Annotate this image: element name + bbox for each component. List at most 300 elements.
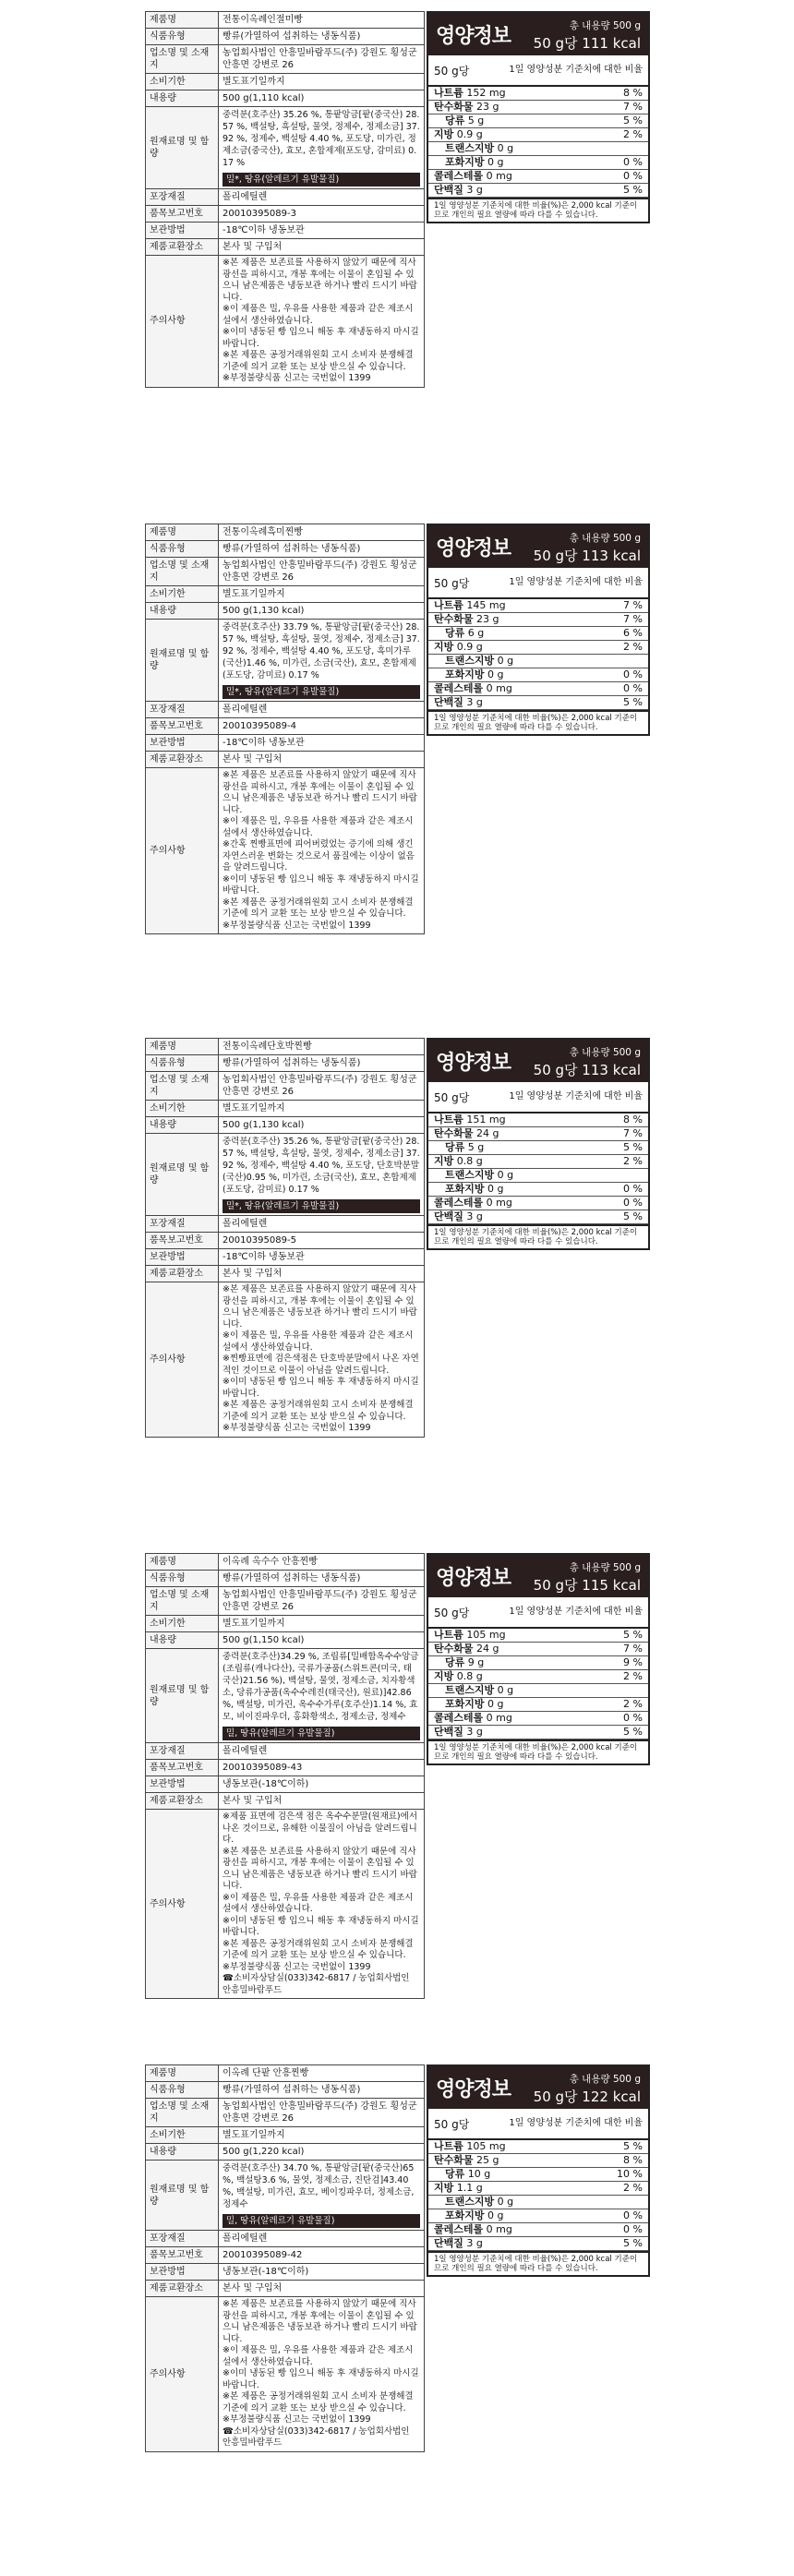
nutrition-total-content: 총 내용량 500 g — [569, 533, 641, 544]
ingredients-text: 중력분(호주산)34.29 %, 조립류[밀배합옥수수앙금(조립류(캐나다산), 국류가공품(스위트콘(미국, 태국산)21.56 %), 백설탕, 물엿, 정제소금, 치자황색소, 당류가공품(옥수수레진(태국산), 원료)]42.86 %, 백설탕, 미가린, 옥수수가루(호주산)1.14 %, 효모, 비이진파우더, 홍화황색소, 정제소금, 정제수 — [223, 1652, 419, 1722]
nutrient-name: 나트륨 — [434, 599, 463, 611]
info-value: 별도표기일까지 — [219, 1616, 425, 1632]
nutrient-amount: 23 g — [476, 613, 499, 625]
caution-text: ※본 제품은 보존료를 사용하지 않았기 때문에 직사광선을 피하시고, 개봉 후에는 이물이 혼입될 수 있으니 남은제품은 냉동보관 하거나 빨리 드시기 바랍니다. ※이 제품은 밀, 우유를 사용한 제품과 같은 제조시설에서 생산하였습니다. ※이미 냉동된 빵 입으니 해동 후 재냉동하지 마시길 바랍니다. ※본 제품은 공정거래위원회 고시 소비자 분쟁해결 기준에 의거 교환 또는 보상 받으실 수 있습니다. ※부정불량식품 신고는 국번없이 1399 ☎소비자상담실(033)342-6817 / 농업회사법인 안흥밀바람푸드 — [219, 2297, 425, 2452]
nutrient-percent: 2 % — [623, 128, 643, 140]
info-row — [146, 718, 425, 735]
info-key: 소비기한 — [146, 1101, 219, 1117]
info-row — [146, 603, 425, 620]
nutrition-rows — [428, 87, 648, 198]
nutrient-row — [428, 1656, 648, 1670]
nutrition-facts-panel — [427, 1553, 650, 1765]
nutrient-percent: 2 % — [623, 1670, 643, 1682]
nutrient-percent: 5 % — [623, 114, 643, 126]
nutrient-percent: 0 % — [623, 682, 643, 694]
nutrient-amount: 0.8 g — [456, 1670, 483, 1682]
info-value: 본사 및 구입처 — [219, 1266, 425, 1282]
nutrition-header — [428, 13, 648, 55]
info-row — [146, 2144, 425, 2161]
nutrition-title: 영양정보 — [436, 25, 511, 48]
nutrient-percent: 7 % — [623, 599, 643, 611]
nutrition-basis: 50 g당 — [434, 1090, 470, 1104]
caution-row — [146, 2297, 425, 2452]
nutrient-amount: 3 g — [466, 696, 483, 708]
nutrient-name-amount — [434, 1210, 483, 1223]
info-row — [146, 702, 425, 718]
nutrient-percent: 2 % — [623, 641, 643, 653]
ingredients-text: 중력분(호주산) 35.26 %, 통팥앙금[팥(중국산) 28.57 %, 백설탕, 흑설탕, 물엿, 정제수, 정제소금] 37.92 %, 정제수, 백설탕 4.40 %, 포도당, 미가린, 정제소금(중국산), 효모, 혼합제제(포도당, 감미료) 0.17 % — [223, 110, 420, 168]
info-value: 500 g(1,150 kcal) — [219, 1632, 425, 1649]
nutrition-subheader — [428, 2109, 648, 2140]
info-row — [146, 1266, 425, 1282]
nutrient-amount: 6 g — [467, 627, 485, 639]
nutrition-rows — [428, 2140, 648, 2251]
nutrient-amount: 105 mg — [466, 2140, 506, 2152]
nutrient-name: 탄수화물 — [434, 1127, 474, 1139]
nutrition-subheader — [428, 1082, 648, 1113]
nutrient-name: 콜레스테롤 — [434, 682, 484, 694]
nutrient-row — [428, 1183, 648, 1197]
nutrient-row — [428, 1712, 648, 1726]
nutrient-percent: 5 % — [623, 2237, 643, 2249]
info-row — [146, 29, 425, 45]
info-row — [146, 1117, 425, 1134]
allergy-notice: 밀*, 땅유(알레르기 유발물질) — [223, 1199, 420, 1213]
info-key: 보관방법 — [146, 223, 219, 239]
nutrient-name-amount — [434, 1155, 483, 1168]
info-value: 빵류(가열하여 섭취하는 냉동식품) — [219, 2082, 425, 2099]
info-value: 별도표기일까지 — [219, 2127, 425, 2144]
nutrient-amount: 3 g — [466, 1210, 483, 1222]
nutrition-subheader — [428, 568, 648, 599]
nutrient-name: 지방 — [434, 2182, 454, 2194]
nutrient-name-amount — [434, 1726, 483, 1739]
info-row — [146, 74, 425, 90]
info-value: 농업회사법인 안흥밀바람푸드(주) 강원도 횡성군 안흥면 강변로 26 — [219, 558, 425, 586]
info-row — [146, 1793, 425, 1810]
nutrient-amount: 24 g — [476, 1127, 499, 1139]
nutrient-name: 콜레스테롤 — [434, 170, 484, 182]
caution-text: ※제품 표면에 검은색 점은 옥수수분말(원재료)에서 나온 것이므로, 유해한 이물질이 아님을 알려드립니다. ※본 제품은 보존료를 사용하지 않았기 때문에 직사광선을 피하시고, 개봉 후에는 이물이 혼입될 수 있으니 남은제품은 냉동보관 하거나 빨리 드시기 바랍니다. ※이 제품은 밀, 우유를 사용한 제품과 같은 제조시설에서 생산하였습니다. ※이미 냉동된 빵 입으니 해동 후 재냉동하지 마시길 바랍니다. ※본 제품은 공정거래위원회 고시 소비자 분쟁해결 기준에 의거 교환 또는 보상 받으실 수 있습니다. ※부정불량식품 신고는 국번없이 1399 ☎소비자상담실(033)342-6817 / 농업회사법인 안흥밀바람푸드 — [219, 1810, 425, 1999]
nutrient-row — [428, 668, 648, 682]
nutrient-name-amount — [434, 170, 512, 183]
nutrient-percent: 0 % — [623, 1712, 643, 1724]
info-row — [146, 1743, 425, 1760]
info-row — [146, 586, 425, 603]
info-key: 보관방법 — [146, 1776, 219, 1793]
nutrient-row — [428, 1643, 648, 1656]
nutrient-percent: 5 % — [623, 1629, 643, 1641]
nutrition-reference: 1일 영양성분 기준치에 대한 비율 — [509, 2118, 643, 2128]
nutrient-name-amount — [445, 655, 513, 668]
info-key: 제품명 — [146, 524, 219, 541]
info-value: 본사 및 구입처 — [219, 1793, 425, 1810]
nutrition-footnote: 1일 영양성분 기준치에 대한 비율(%)은 2,000 kcal 기준이므로 개인의 필요 열량에 따라 다를 수 있습니다. — [428, 1739, 648, 1763]
nutrient-name: 지방 — [434, 641, 454, 653]
info-value: 빵류(가열하여 섭취하는 냉동식품) — [219, 1055, 425, 1072]
info-value: 냉동보관(-18℃이하) — [219, 2264, 425, 2281]
nutrient-name: 나트륨 — [434, 1629, 463, 1641]
info-key: 제품명 — [146, 1039, 219, 1055]
nutrient-row — [428, 1629, 648, 1643]
info-value: 20010395089-42 — [219, 2247, 425, 2264]
nutrient-name: 포화지방 — [445, 2209, 485, 2221]
info-key: 업소명 및 소재지 — [146, 1072, 219, 1101]
info-value: 본사 및 구입처 — [219, 239, 425, 256]
nutrient-name-amount — [434, 1670, 483, 1683]
nutrient-row — [428, 599, 648, 613]
nutrient-name: 트랜스지방 — [445, 655, 495, 667]
info-key: 포장재질 — [146, 1216, 219, 1233]
nutrient-amount: 0 mg — [486, 1712, 512, 1724]
info-key: 제품교환장소 — [146, 1266, 219, 1282]
nutrient-percent: 5 % — [623, 2140, 643, 2152]
nutrition-title: 영양정보 — [436, 1567, 511, 1590]
info-key: 포장재질 — [146, 702, 219, 718]
nutrient-name-amount — [445, 1698, 504, 1711]
nutrient-amount: 0 g — [487, 156, 504, 168]
info-value: 본사 및 구입처 — [219, 2281, 425, 2297]
nutrient-row — [428, 142, 648, 156]
nutrition-footnote: 1일 영양성분 기준치에 대한 비율(%)은 2,000 kcal 기준이므로 개인의 필요 열량에 따라 다를 수 있습니다. — [428, 710, 648, 734]
nutrient-row — [428, 682, 648, 696]
allergy-notice: 밀, 땅유(알레르기 유발물질) — [223, 2214, 420, 2228]
nutrient-percent: 8 % — [623, 2154, 643, 2166]
nutrition-per-serving: 50 g당 115 kcal — [533, 1577, 641, 1594]
nutrient-name: 나트륨 — [434, 1113, 463, 1125]
info-key: 내용량 — [146, 1632, 219, 1649]
nutrient-amount: 24 g — [476, 1643, 499, 1655]
nutrient-row — [428, 170, 648, 184]
product-info-table — [145, 11, 425, 388]
nutrient-amount: 151 mg — [466, 1113, 506, 1125]
nutrient-row — [428, 2223, 648, 2237]
ingredients-row — [146, 1134, 425, 1216]
nutrient-name: 콜레스테롤 — [434, 2223, 484, 2235]
nutrient-percent: 5 % — [623, 696, 643, 708]
info-value: 농업회사법인 안흥밀바람푸드(주) 강원도 횡성군 안흥면 강변로 26 — [219, 45, 425, 74]
nutrient-row — [428, 1197, 648, 1210]
info-value: 20010395089-3 — [219, 206, 425, 223]
info-key: 제품명 — [146, 12, 219, 29]
info-key: 업소명 및 소재지 — [146, 45, 219, 74]
nutrient-name-amount — [434, 2182, 483, 2195]
nutrient-row — [428, 2168, 648, 2182]
nutrient-name-amount — [445, 1169, 513, 1182]
info-key: 식품유형 — [146, 2082, 219, 2099]
nutrient-row — [428, 2140, 648, 2154]
info-value: 빵류(가열하여 섭취하는 냉동식품) — [219, 541, 425, 558]
nutrient-name-amount — [434, 1712, 512, 1725]
nutrient-percent: 5 % — [623, 1210, 643, 1222]
product-info-table — [145, 2064, 425, 2452]
product-info-table — [145, 524, 425, 934]
nutrient-name-amount — [445, 1183, 504, 1196]
ingredients-text: 중력분(호주산) 33.79 %, 통팥앙금[팥(중국산) 28.57 %, 백설탕, 흑설탕, 물엿, 정제수, 정제소금] 37.92 %, 정제수, 백설탕 4.40 %, 포도당, 흑미가루(국산)1.46 %, 미가린, 소금(국산), 효모, 혼합제제(포도당, 감미료) 0.17 % — [223, 622, 420, 680]
nutrient-name-amount — [434, 1127, 499, 1140]
nutrient-amount: 0 g — [497, 1684, 514, 1696]
nutrient-row — [428, 613, 648, 627]
nutrient-name-amount — [445, 1656, 484, 1669]
nutrient-amount: 0 g — [497, 2196, 514, 2208]
info-row — [146, 206, 425, 223]
nutrient-name-amount — [434, 1113, 506, 1126]
info-row — [146, 1776, 425, 1793]
nutrient-name: 트랜스지방 — [445, 1169, 495, 1181]
info-row — [146, 2231, 425, 2247]
info-value: -18℃이하 냉동보관 — [219, 735, 425, 752]
nutrient-amount: 25 g — [476, 2154, 499, 2166]
nutrient-amount: 5 g — [467, 1141, 485, 1153]
nutrition-facts-panel — [427, 524, 650, 736]
nutrient-row — [428, 1113, 648, 1127]
nutrient-row — [428, 87, 648, 101]
info-value: 본사 및 구입처 — [219, 752, 425, 768]
nutrition-per-serving: 50 g당 122 kcal — [533, 2088, 641, 2105]
nutrient-amount: 0 g — [497, 142, 514, 154]
nutrition-rows — [428, 1629, 648, 1739]
nutrient-percent: 0 % — [623, 2223, 643, 2235]
nutrient-name: 지방 — [434, 1155, 454, 1167]
nutrient-name: 당류 — [445, 1141, 465, 1153]
nutrient-amount: 3 g — [466, 1726, 483, 1738]
info-row — [146, 2082, 425, 2099]
nutrient-row — [428, 2154, 648, 2168]
info-value: -18℃이하 냉동보관 — [219, 223, 425, 239]
info-value: 폴리에틸렌 — [219, 1743, 425, 1760]
nutrient-name-amount — [434, 87, 506, 100]
info-row — [146, 2099, 425, 2127]
info-value: 폴리에틸렌 — [219, 1216, 425, 1233]
nutrient-amount: 145 mg — [466, 599, 506, 611]
nutrient-percent: 2 % — [623, 1155, 643, 1167]
nutrient-name-amount — [445, 142, 513, 155]
info-key: 포장재질 — [146, 1743, 219, 1760]
info-key: 보관방법 — [146, 735, 219, 752]
nutrient-name-amount — [434, 101, 499, 114]
info-row — [146, 1760, 425, 1776]
info-value: 농업회사법인 안흥밀바람푸드(주) 강원도 횡성군 안흥면 강변로 26 — [219, 1072, 425, 1101]
info-row — [146, 1072, 425, 1101]
info-key: 제품교환장소 — [146, 2281, 219, 2297]
caution-label: 주의사항 — [146, 256, 219, 388]
info-key: 소비기한 — [146, 74, 219, 90]
nutrient-name: 콜레스테롤 — [434, 1712, 484, 1724]
nutrient-name: 콜레스테롤 — [434, 1197, 484, 1209]
nutrient-name-amount — [434, 1643, 499, 1655]
info-key: 내용량 — [146, 1117, 219, 1134]
nutrient-name-amount — [434, 613, 499, 626]
nutrition-footnote: 1일 영양성분 기준치에 대한 비율(%)은 2,000 kcal 기준이므로 개인의 필요 열량에 따라 다를 수 있습니다. — [428, 2251, 648, 2275]
nutrient-name-amount — [434, 696, 483, 709]
nutrition-total-content: 총 내용량 500 g — [569, 2074, 641, 2085]
nutrient-name: 당류 — [445, 2168, 465, 2180]
caution-text: ※본 제품은 보존료를 사용하지 않았기 때문에 직사광선을 피하시고, 개봉 후에는 이물이 혼입될 수 있으니 남은제품은 냉동보관 하거나 빨리 드시기 바랍니다. ※이 제품은 밀, 우유를 사용한 제품과 같은 제조시설에서 생산하였습니다. ※이미 냉동된 빵 입으니 해동 후 재냉동하지 마시길 바랍니다. ※본 제품은 공정거래위원회 고시 소비자 분쟁해결 기준에 의거 교환 또는 보상 받으실 수 있습니다. ※부정불량식품 신고는 국번없이 1399 — [219, 256, 425, 388]
nutrient-amount: 0 g — [497, 655, 514, 667]
nutrient-name-amount — [445, 1141, 484, 1154]
info-key: 품목보고번호 — [146, 1233, 219, 1249]
nutrient-amount: 0 mg — [486, 170, 512, 182]
info-row — [146, 189, 425, 206]
info-key: 식품유형 — [146, 541, 219, 558]
info-value: 빵류(가열하여 섭취하는 냉동식품) — [219, 29, 425, 45]
nutrient-amount: 5 g — [467, 114, 485, 126]
nutrient-percent: 0 % — [623, 1183, 643, 1195]
ingredients-row — [146, 620, 425, 702]
nutrient-amount: 23 g — [476, 101, 499, 113]
nutrient-name-amount — [434, 128, 483, 141]
nutrient-percent: 0 % — [623, 1197, 643, 1209]
info-value: 빵류(가열하여 섭취하는 냉동식품) — [219, 1571, 425, 1587]
nutrient-name-amount — [434, 2140, 506, 2153]
nutrition-subheader — [428, 1597, 648, 1629]
nutrient-amount: 0.9 g — [456, 641, 483, 653]
nutrient-amount: 0 g — [487, 2209, 504, 2221]
nutrient-name: 지방 — [434, 128, 454, 140]
caution-label: 주의사항 — [146, 2297, 219, 2452]
info-key: 소비기한 — [146, 586, 219, 603]
nutrient-name-amount — [434, 1197, 512, 1210]
nutrient-percent: 8 % — [623, 87, 643, 99]
allergy-notice: 밀, 땅유(알레르기 유발물질) — [223, 1727, 420, 1740]
info-row — [146, 1616, 425, 1632]
nutrient-name-amount — [445, 627, 484, 640]
nutrient-name: 나트륨 — [434, 87, 463, 99]
nutrient-name: 포화지방 — [445, 156, 485, 168]
nutrition-title: 영양정보 — [436, 2078, 511, 2101]
nutrition-footnote: 1일 영양성분 기준치에 대한 비율(%)은 2,000 kcal 기준이므로 개인의 필요 열량에 따라 다를 수 있습니다. — [428, 1224, 648, 1248]
nutrient-name: 당류 — [445, 627, 465, 639]
nutrient-name-amount — [445, 668, 504, 681]
info-key: 품목보고번호 — [146, 2247, 219, 2264]
nutrient-row — [428, 1698, 648, 1712]
info-value: 500 g(1,220 kcal) — [219, 2144, 425, 2161]
nutrition-per-serving: 50 g당 113 kcal — [533, 1062, 641, 1078]
nutrition-header — [428, 1555, 648, 1597]
info-row — [146, 1632, 425, 1649]
nutrient-name: 당류 — [445, 114, 465, 126]
nutrient-name-amount — [445, 1684, 513, 1697]
nutrient-name-amount — [445, 2168, 490, 2181]
ingredients-text: 중력분(호주산) 35.26 %, 통팥앙금[팥(중국산) 28.57 %, 백설탕, 흑설탕, 물엿, 정제수, 정제소금] 37.92 %, 정제수, 백설탕 4.40 %, 포도당, 단호박분말(국산)0.95 %, 미가린, 소금(국산), 효모, 혼합제제(포도당, 감미료) 0.17 % — [223, 1137, 420, 1195]
allergy-notice: 밀*, 땅유(알레르기 유발물질) — [223, 685, 420, 699]
nutrient-percent: 5 % — [623, 1141, 643, 1153]
info-key: 소비기한 — [146, 2127, 219, 2144]
info-row — [146, 1101, 425, 1117]
info-value: 폴리에틸렌 — [219, 702, 425, 718]
nutrient-percent: 2 % — [623, 2182, 643, 2194]
info-row — [146, 90, 425, 107]
nutrient-row — [428, 128, 648, 142]
nutrient-name: 트랜스지방 — [445, 2196, 495, 2208]
nutrient-name-amount — [434, 599, 506, 612]
info-key: 식품유형 — [146, 29, 219, 45]
nutrient-row — [428, 1210, 648, 1224]
info-key: 품목보고번호 — [146, 206, 219, 223]
info-key: 업소명 및 소재지 — [146, 558, 219, 586]
info-row — [146, 1554, 425, 1571]
nutrient-amount: 0.8 g — [456, 1155, 483, 1167]
nutrition-facts-panel — [427, 1038, 650, 1250]
nutrient-percent: 0 % — [623, 156, 643, 168]
nutrient-name-amount — [434, 2154, 499, 2167]
nutrition-subheader — [428, 55, 648, 87]
ingredients-label: 원재료명 및 함량 — [146, 2161, 219, 2231]
nutrient-percent: 8 % — [623, 1113, 643, 1125]
nutrient-name-amount — [434, 2237, 483, 2250]
nutrition-total-content: 총 내용량 500 g — [569, 1562, 641, 1573]
info-key: 포장재질 — [146, 2231, 219, 2247]
info-row — [146, 2065, 425, 2082]
info-key: 보관방법 — [146, 2264, 219, 2281]
info-value: 별도표기일까지 — [219, 74, 425, 90]
info-value: 농업회사법인 안흥밀바람푸드(주) 강원도 횡성군 안흥면 강변로 26 — [219, 2099, 425, 2127]
nutrient-name-amount — [434, 641, 483, 654]
nutrient-name: 단백질 — [434, 696, 463, 708]
ingredients-text: 중력분(호주산) 34.70 %, 통팥앙금[팥(중국산)65 %, 백설탕3.6 %, 물엿, 정제소금, 진탄검]43.40 %, 백설탕, 미가린, 효모, 베이킹파우더, 정제소금, 정제수 — [223, 2163, 415, 2209]
nutrient-name: 포화지방 — [445, 1183, 485, 1195]
nutrient-row — [428, 114, 648, 128]
info-value: 500 g(1,130 kcal) — [219, 1117, 425, 1134]
nutrient-row — [428, 184, 648, 198]
info-value: 500 g(1,110 kcal) — [219, 90, 425, 107]
nutrient-row — [428, 1684, 648, 1698]
caution-label: 주의사항 — [146, 768, 219, 934]
caution-row — [146, 256, 425, 388]
nutrient-row — [428, 1127, 648, 1141]
info-value: 전통이옥례단호박찐빵 — [219, 1039, 425, 1055]
nutrient-percent: 9 % — [623, 1656, 643, 1668]
nutrient-percent: 7 % — [623, 613, 643, 625]
nutrient-name: 단백질 — [434, 2237, 463, 2249]
info-value: 500 g(1,130 kcal) — [219, 603, 425, 620]
nutrition-basis: 50 g당 — [434, 576, 470, 590]
nutrient-amount: 3 g — [466, 184, 483, 196]
nutrient-amount: 0 mg — [486, 682, 512, 694]
info-key: 품목보고번호 — [146, 718, 219, 735]
nutrient-percent: 5 % — [623, 1726, 643, 1738]
nutrient-amount: 3 g — [466, 2237, 483, 2249]
nutrient-name-amount — [445, 156, 504, 169]
nutrient-name: 단백질 — [434, 184, 463, 196]
nutrition-footnote: 1일 영양성분 기준치에 대한 비율(%)은 2,000 kcal 기준이므로 개인의 필요 열량에 따라 다를 수 있습니다. — [428, 198, 648, 222]
info-key: 보관방법 — [146, 1249, 219, 1266]
info-key: 식품유형 — [146, 1571, 219, 1587]
nutrition-reference: 1일 영양성분 기준치에 대한 비율 — [509, 1607, 643, 1617]
caution-text: ※본 제품은 보존료를 사용하지 않았기 때문에 직사광선을 피하시고, 개봉 후에는 이물이 혼입될 수 있으니 남은제품은 냉동보관 하거나 빨리 드시기 바랍니다. ※이 제품은 밀, 우유를 사용한 제품과 같은 제조시설에서 생산하였습니다. ※찐빵표면에 검은색점은 단호박분말에서 나온 자연적인 것이므로 이물이 아님을 알려드립니다. ※이미 냉동된 빵 입으니 해동 후 재냉동하지 마시길 바랍니다. ※본 제품은 공정거래위원회 고시 소비자 분쟁해결 기준에 의거 교환 또는 보상 받으실 수 있습니다. ※부정불량식품 신고는 국번없이 1399 — [219, 1282, 425, 1438]
nutrition-reference: 1일 영양성분 기준치에 대한 비율 — [509, 65, 643, 75]
info-key: 업소명 및 소재지 — [146, 2099, 219, 2127]
info-row — [146, 1055, 425, 1072]
nutrient-percent: 7 % — [623, 101, 643, 113]
nutrition-title: 영양정보 — [436, 537, 511, 560]
product-info-table — [145, 1553, 425, 1999]
nutrient-amount: 1.1 g — [456, 2182, 483, 2194]
nutrition-facts-panel — [427, 11, 650, 223]
nutrient-row — [428, 627, 648, 641]
info-row — [146, 223, 425, 239]
nutrient-row — [428, 641, 648, 655]
info-value: 별도표기일까지 — [219, 586, 425, 603]
nutrient-amount: 0 g — [487, 1698, 504, 1710]
nutrient-percent: 0 % — [623, 170, 643, 182]
info-key: 제품교환장소 — [146, 1793, 219, 1810]
caution-row — [146, 768, 425, 934]
info-row — [146, 1249, 425, 1266]
info-row — [146, 524, 425, 541]
info-row — [146, 1216, 425, 1233]
nutrient-percent: 0 % — [623, 668, 643, 680]
